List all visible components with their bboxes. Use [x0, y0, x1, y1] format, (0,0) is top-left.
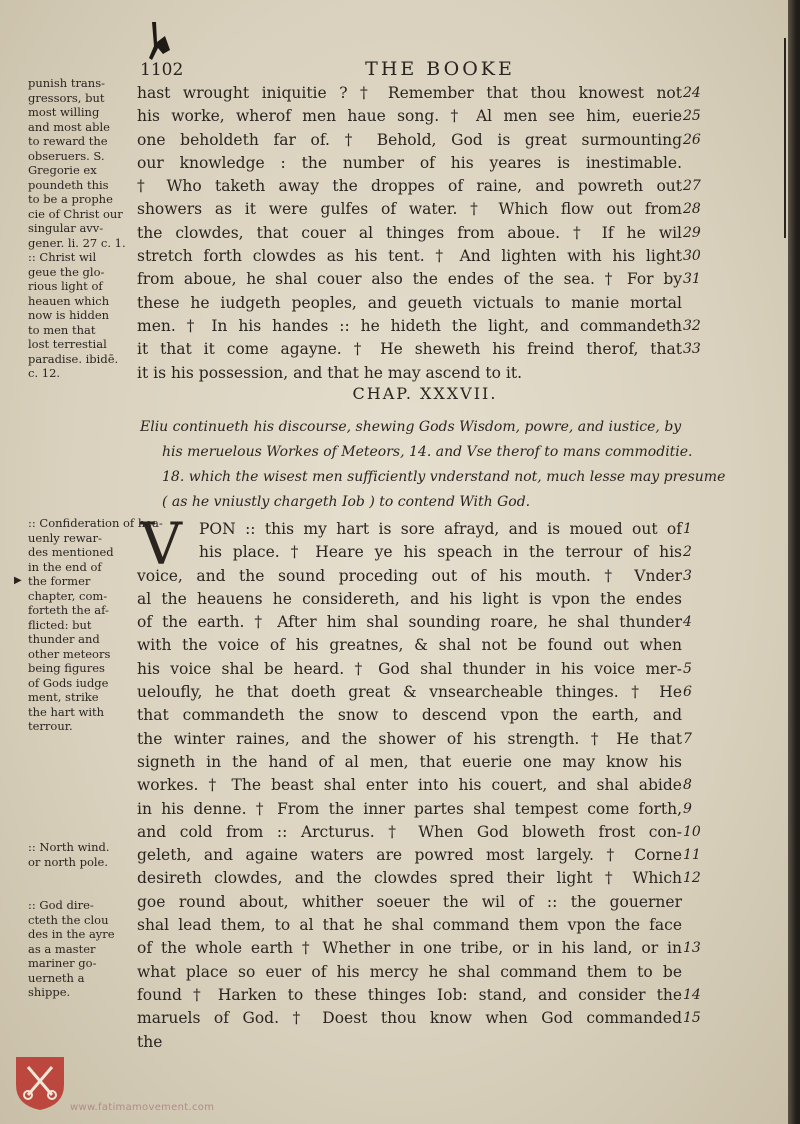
text-line: of the whole earth † Whether in one tribe, or in his land, or in — [137, 939, 682, 958]
text-line: found † Harken to these thinges Iob: stand, and consider the — [137, 985, 682, 1004]
verse-number — [683, 704, 711, 727]
verse-number — [683, 1031, 711, 1054]
verse-number — [683, 891, 711, 914]
text-line: it that it come agayne. † He sheweth his freind therof, that — [137, 340, 682, 359]
text-line: in his denne. † From the inner partes shal tempest come forth, — [137, 799, 682, 818]
drop-cap: V — [140, 510, 182, 578]
summary-line: his meruelous Workes of Meteors, 14. and Vse therof to mans commoditie. — [162, 444, 693, 460]
text-line: our knowledge : the number of his yeares is inestimable. — [137, 153, 682, 172]
margin-line: being figures — [28, 661, 105, 675]
margin-line: cie of Christ our — [28, 206, 123, 221]
text-line: the clowdes, that couer al thinges from aboue. † If he wil — [137, 223, 682, 242]
text-line: desireth clowdes, and the clowdes spred their light † Which — [137, 869, 682, 888]
verse-number — [683, 362, 711, 385]
book-edge — [788, 0, 800, 1124]
text-line: showers as it were gulfes of water. † Which flow out from — [137, 200, 682, 219]
margin-line: forteth the af- — [28, 603, 109, 617]
chapter-summary — [140, 415, 726, 515]
text-line: the winter raines, and the shower of his strength. † He that — [137, 729, 682, 748]
verse-number: 1 — [683, 521, 692, 537]
verse-number: 15 — [683, 1010, 701, 1027]
margin-line: geue the glo- — [28, 264, 105, 279]
text-line: workes. † The beast shal enter into his couert, and shal abide — [137, 776, 682, 795]
verse-number: 29 — [683, 224, 701, 241]
verse-number: 5 — [683, 660, 692, 677]
text-line: with the voice of his greatnes, & shal not be found out when — [137, 636, 682, 655]
footer-url: www.fatimamovement.com — [70, 1102, 215, 1113]
margin-line: in the end of — [28, 559, 102, 574]
verse-number — [683, 152, 711, 175]
text-line: the — [137, 1032, 163, 1051]
margin-line: of Gods iudge — [28, 675, 109, 690]
text-line: † Who taketh away the droppes of raine, and powreth out — [137, 177, 682, 196]
margin-line: c. 12. — [28, 366, 61, 380]
text-line: ueloufly, he that doeth great & vnsearcheable thinges. † He — [137, 683, 682, 702]
text-line: al the heauens he considereth, and his light is vpon the endes — [137, 589, 682, 608]
text-line: these he iudgeth peoples, and geueth victuals to manie mortal — [137, 293, 682, 312]
margin-line: uerneth a — [28, 970, 85, 985]
text-line: and cold from :: Arcturus. † When God bloweth frost con- — [137, 822, 682, 841]
text-line: goe round about, whither soeuer the wil of :: the gouerner — [137, 892, 682, 911]
margin-line: and most able — [28, 119, 110, 134]
margin-line: :: God dire- — [28, 898, 94, 912]
verse-number: 7 — [683, 730, 692, 747]
margin-line: gener. li. 27 c. 1. — [28, 235, 126, 250]
text-line: shal lead them, to al that he shal command them vpon the face — [137, 916, 682, 935]
margin-line: most willing — [28, 105, 100, 119]
verse-number — [683, 634, 711, 657]
margin-line: shippe. — [28, 985, 71, 999]
margin-line: lost terrestial — [28, 337, 107, 351]
verse-number: 9 — [683, 800, 692, 817]
page-number: 1102 — [140, 60, 184, 80]
text-line: maruels of God. † Doest thou know when God commanded — [137, 1009, 682, 1028]
text-line: that commandeth the snow to descend vpon the earth, and — [137, 706, 682, 725]
margin-line: as a master — [28, 941, 96, 956]
margin-line: gressors, but — [28, 90, 105, 105]
verse-number: 30 — [683, 248, 701, 265]
body-text-top — [137, 82, 682, 385]
margin-line: Gregorie ex — [28, 163, 97, 177]
margin-line: terrour. — [28, 719, 73, 733]
verse-number: 25 — [683, 108, 701, 125]
verse-number: 2 — [683, 544, 692, 561]
margin-line: flicted: but — [28, 617, 92, 632]
margin-line: thunder and — [28, 632, 100, 646]
verse-number — [683, 751, 711, 774]
summary-line: 18. which the wisest men sufficiently vnderstand not, much lesse may presume — [162, 469, 726, 485]
verse-number — [683, 588, 711, 611]
verse-number — [683, 914, 711, 937]
margin-note-c — [28, 898, 140, 1000]
text-line: of the earth. † After him shal sounding roare, he shal thunder — [137, 613, 682, 632]
margin-line: ment, strike — [28, 690, 99, 704]
margin-line: rious light of — [28, 279, 103, 293]
text-line: one beholdeth far of. † Behold, God is great surmounting — [137, 130, 682, 149]
margin-line: poundeth this — [28, 177, 109, 192]
margin-line: to men that — [28, 322, 96, 337]
summary-line: Eliu continueth his discourse, shewing Gods Wisdom, powre, and iustice, by — [140, 419, 682, 435]
verse-number: 11 — [683, 847, 701, 864]
verse-number: 10 — [683, 823, 701, 840]
margin-line: chapter, com- — [28, 588, 108, 603]
margin-note-a — [28, 516, 163, 734]
text-line: from aboue, he shal couer also the endes of the sea. † For by — [137, 270, 682, 289]
verse-number: 33 — [683, 341, 701, 358]
verse-number: 28 — [683, 201, 701, 218]
margin-line: des in the ayre — [28, 927, 115, 941]
margin-line: :: Confideration of hea- — [28, 516, 163, 530]
margin-line: uenly rewar- — [28, 530, 102, 545]
verse-number: 3 — [683, 567, 692, 584]
fleuron-icon — [146, 20, 172, 64]
body-text-bottom — [137, 518, 682, 1054]
verse-number: 8 — [683, 777, 692, 794]
margin-line: heauen which — [28, 293, 110, 308]
text-line: it is his possession, and that he may ascend to it. — [137, 363, 523, 382]
verse-number — [683, 292, 711, 315]
text-line: voice, and the sound proceding out of his mouth. † Vnder — [137, 566, 682, 585]
verse-number: 12 — [683, 870, 701, 887]
verse-number — [683, 961, 711, 984]
verse-number: 14 — [683, 986, 701, 1003]
manicule-icon: ▶ — [14, 575, 22, 586]
margin-line: cteth the clou — [28, 912, 109, 927]
verse-number: 13 — [683, 940, 701, 957]
verse-number: 26 — [683, 131, 701, 148]
margin-line: or north pole. — [28, 854, 109, 869]
running-head: THE BOOKE — [365, 58, 515, 80]
verse-numbers-top — [683, 82, 711, 385]
margin-line: paradise. ibidē. — [28, 351, 119, 366]
margin-line: the hart with — [28, 704, 105, 719]
margin-line: other meteors — [28, 646, 111, 661]
margin-line: singular avv- — [28, 221, 104, 235]
margin-line: des mentioned — [28, 545, 114, 559]
text-line: PON :: this my hart is sore afrayd, and is moued out of — [199, 520, 682, 538]
text-line: his worke, wherof men haue song. † Al men see him, euerie — [137, 107, 682, 126]
margin-line: :: Christ wil — [28, 250, 97, 264]
edge-rule — [784, 38, 786, 238]
papal-keys-shield-icon — [14, 1055, 66, 1111]
margin-line: the former — [28, 574, 91, 588]
verse-number: 4 — [683, 614, 692, 631]
chapter-heading: CHAP. XXXVII. — [352, 384, 498, 403]
verse-number: 32 — [683, 317, 701, 334]
margin-line: to be a prophe — [28, 192, 113, 206]
text-line: his voice shal be heard. † God shal thunder in his voice mer- — [137, 659, 682, 678]
text-line: what place so euer of his mercy he shal command them to be — [137, 962, 682, 981]
margin-line: punish trans- — [28, 76, 105, 90]
text-line: geleth, and againe waters are powred most largely. † Corne — [137, 846, 682, 865]
margin-line: :: North wind. — [28, 840, 110, 854]
verse-number: 31 — [683, 271, 701, 288]
margin-line: mariner go- — [28, 956, 97, 970]
margin-line: to reward the — [28, 134, 108, 148]
summary-line: ( as he vniustly chargeth Iob ) to contend With God. — [162, 494, 531, 510]
margin-line: now is hidden — [28, 308, 110, 322]
verse-number: 27 — [683, 178, 701, 195]
text-line: men. † In his handes :: he hideth the light, and commandeth — [137, 316, 682, 335]
margin-line: obseruers. S. — [28, 148, 105, 163]
margin-note-top — [28, 76, 140, 381]
margin-note-b — [28, 840, 140, 869]
text-line: stretch forth clowdes as his tent. † And lighten with his light — [137, 247, 682, 266]
text-line: hast wrought iniquitie ? † Remember that thou knowest not — [137, 84, 682, 102]
text-line: signeth in the hand of al men, that euerie one may know his — [137, 752, 682, 771]
verse-numbers-bottom — [683, 518, 711, 1054]
text-line: his place. † Heare ye his speach in the terrour of his — [199, 543, 682, 562]
verse-number: 24 — [683, 85, 701, 101]
verse-number: 6 — [683, 684, 692, 701]
